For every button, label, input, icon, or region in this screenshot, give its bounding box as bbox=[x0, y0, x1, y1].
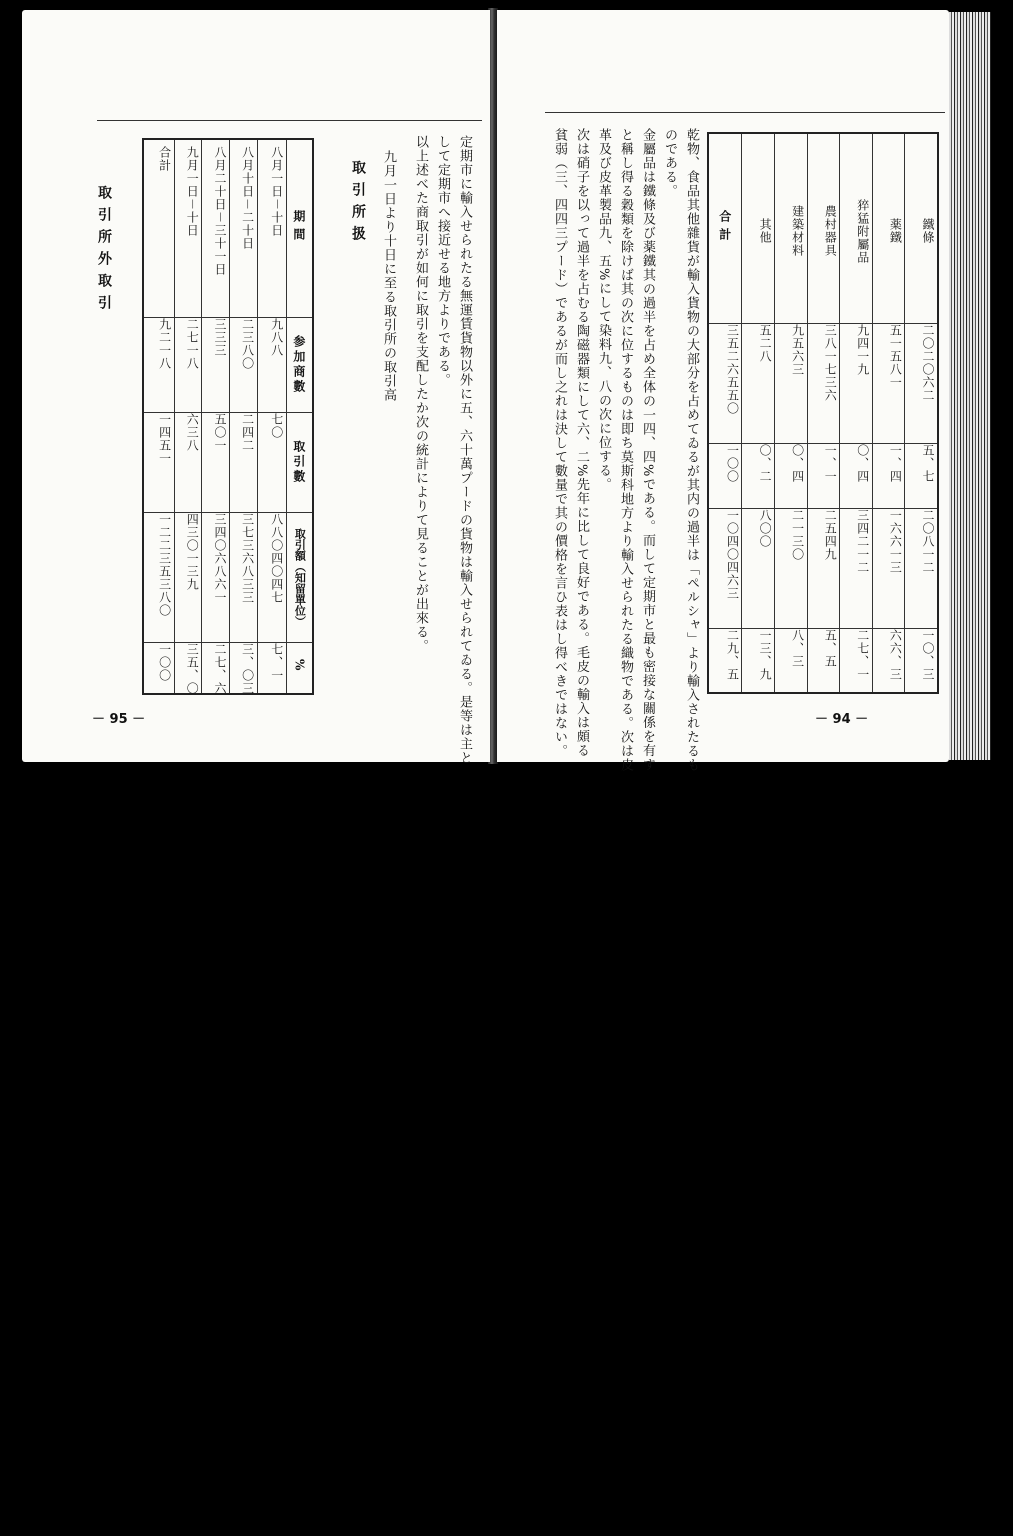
table-cell: 九八八 bbox=[269, 317, 284, 357]
paragraph-line: と稱し得る穀類を除けば其の次に位するものは即ち莫斯科地方より輸入せられたる織物である。次は皮 bbox=[618, 128, 633, 772]
table-cell: 三五、〇 bbox=[185, 642, 200, 695]
table-header: 取引數 bbox=[291, 439, 306, 485]
table-cell: 三八一七三六 bbox=[823, 323, 838, 402]
table-cell: 五〇一 bbox=[212, 412, 227, 452]
table-cell: 五一五八一 bbox=[888, 323, 903, 389]
right-page bbox=[497, 10, 949, 772]
table-cell: 四三〇一三九 bbox=[185, 512, 200, 591]
table-cell: 一〇四〇四六三 bbox=[725, 508, 740, 600]
table-cell: 猝猛附屬品 bbox=[855, 198, 870, 264]
table-cell: 三四二一二 bbox=[855, 508, 870, 574]
table-cell: 二七、一 bbox=[855, 628, 870, 681]
table-cell: 二七、六 bbox=[212, 642, 227, 695]
table-cell: 二〇八一二 bbox=[921, 508, 935, 574]
table-cell: 八月十日－二十日 bbox=[240, 146, 255, 251]
paragraph-line: 定期市に輸入せられたる無運賃貨物以外に五、六十萬プードの貨物は輸入せられてゐる。是等は主と bbox=[457, 135, 472, 765]
table-cell: 六六、三 bbox=[888, 628, 903, 681]
table-cell: 五、七 bbox=[921, 443, 935, 483]
table-header: 参加商數 bbox=[291, 334, 306, 395]
table-cell: 二五四九 bbox=[823, 508, 838, 561]
table-cell: 九四一九 bbox=[855, 323, 870, 376]
paragraph-line: して定期市へ接近せる地方よりである。 bbox=[435, 135, 450, 387]
table-cell: 二四二 bbox=[240, 412, 255, 452]
table-cell: 一、一 bbox=[823, 443, 838, 483]
page-number: － 95 － bbox=[92, 712, 146, 727]
top-rule bbox=[545, 112, 945, 113]
table-header: 取引額（知留單位） bbox=[293, 527, 307, 627]
table-cell: 合計 bbox=[157, 146, 172, 172]
table-cell: 一〇、三 bbox=[921, 628, 935, 681]
table-cell: 三七三六八三三 bbox=[240, 512, 255, 604]
table-header: % bbox=[292, 659, 307, 677]
table-cell: 八、三 bbox=[790, 628, 805, 668]
table-cell: 〇、四 bbox=[855, 443, 870, 483]
left-page bbox=[22, 10, 490, 765]
table-cell: 一六六一三 bbox=[888, 508, 903, 574]
table-cell: 一四五一 bbox=[157, 412, 172, 465]
table-cell: 合計 bbox=[717, 210, 732, 247]
table-header: 期間 bbox=[291, 210, 306, 247]
exchange-table bbox=[142, 138, 314, 695]
paragraph-line: のである。 bbox=[662, 128, 677, 198]
page-number: － 94 － bbox=[815, 712, 869, 727]
import-table bbox=[707, 132, 939, 694]
table-cell: 二〇二〇六二 bbox=[921, 323, 935, 402]
table-cell: 建築材料 bbox=[790, 205, 805, 258]
paragraph-line: 金屬品は鐵條及び薬鐵其の過半を占め全体の一四、四%である。而して定期市と最も密接な關係を有す bbox=[640, 128, 655, 772]
side-heading: 取引所外取引 bbox=[96, 185, 112, 317]
table-cell: 八月一日－十日 bbox=[269, 146, 284, 238]
table-cell: 五二八 bbox=[758, 323, 773, 363]
table-cell: 三三三 bbox=[212, 317, 227, 357]
page-edges bbox=[949, 12, 991, 760]
table-cell: 八〇〇 bbox=[758, 508, 773, 548]
table-cell: 〇、二 bbox=[758, 443, 773, 483]
table-cell: 三四〇六八六一 bbox=[212, 512, 227, 604]
paragraph-line: 貧弱（三、四四三プード）であるが而し之れは決して數量で其の價格を言ひ表はし得べきではない。 bbox=[552, 128, 567, 758]
table-cell: 一〇〇 bbox=[157, 642, 172, 682]
table-cell: 九二一八 bbox=[157, 317, 172, 370]
table-cell: 七、一 bbox=[269, 642, 284, 682]
table-cell: 九月一日－十日 bbox=[185, 146, 200, 238]
table-cell: 農村器具 bbox=[823, 205, 838, 258]
paragraph-line: 乾物、食品其他雜貨が輸入貨物の大部分を占めてゐるが其内の過半は「ペルシャ」より輸入されたるも bbox=[684, 128, 699, 772]
paragraph-line: 次は硝子を以って過半を占むる陶磁器類にして六、二%先年に比して良好である。毛皮の輸入は頗る bbox=[574, 128, 589, 758]
paragraph-line: 以上述べた商取引が如何に取引を支配したか次の統計によりて見ることが出來る。 bbox=[413, 135, 428, 653]
table-cell: 三、〇三 bbox=[240, 642, 255, 695]
table-cell: 一二二三五三八〇 bbox=[157, 512, 172, 617]
table-cell: 二七一八 bbox=[185, 317, 200, 370]
table-cell: 〇、四 bbox=[790, 443, 805, 483]
table-cell: 六三八 bbox=[185, 412, 200, 452]
table-cell: 二三八〇 bbox=[240, 317, 255, 370]
table-cell: 一〇〇 bbox=[725, 443, 740, 483]
top-rule bbox=[97, 120, 482, 121]
table-cell: 其他 bbox=[758, 218, 773, 245]
table-caption: 九月一日より十日に至る取引所の取引高 bbox=[381, 150, 396, 402]
table-cell: 一三、九 bbox=[758, 628, 773, 681]
table-cell: 二一三〇 bbox=[790, 508, 805, 561]
table-cell: 鐵條 bbox=[921, 218, 935, 245]
table-cell: 二九、五 bbox=[725, 628, 740, 681]
table-cell: 薬鐵 bbox=[888, 218, 903, 245]
table-cell: 九五六三 bbox=[790, 323, 805, 376]
table-cell: 七〇 bbox=[269, 412, 284, 439]
section-heading: 取引所扱 bbox=[350, 160, 366, 248]
table-cell: 五、五 bbox=[823, 628, 838, 668]
table-cell: 三五二六五五〇 bbox=[725, 323, 740, 415]
table-cell: 一、四 bbox=[888, 443, 903, 483]
table-cell: 八八〇四〇四七 bbox=[269, 512, 284, 604]
paragraph-line: 革及び皮革製品九、五%にして染料九、八の次に位する。 bbox=[596, 128, 611, 492]
table-cell: 八月二十日－三十一日 bbox=[212, 146, 227, 277]
